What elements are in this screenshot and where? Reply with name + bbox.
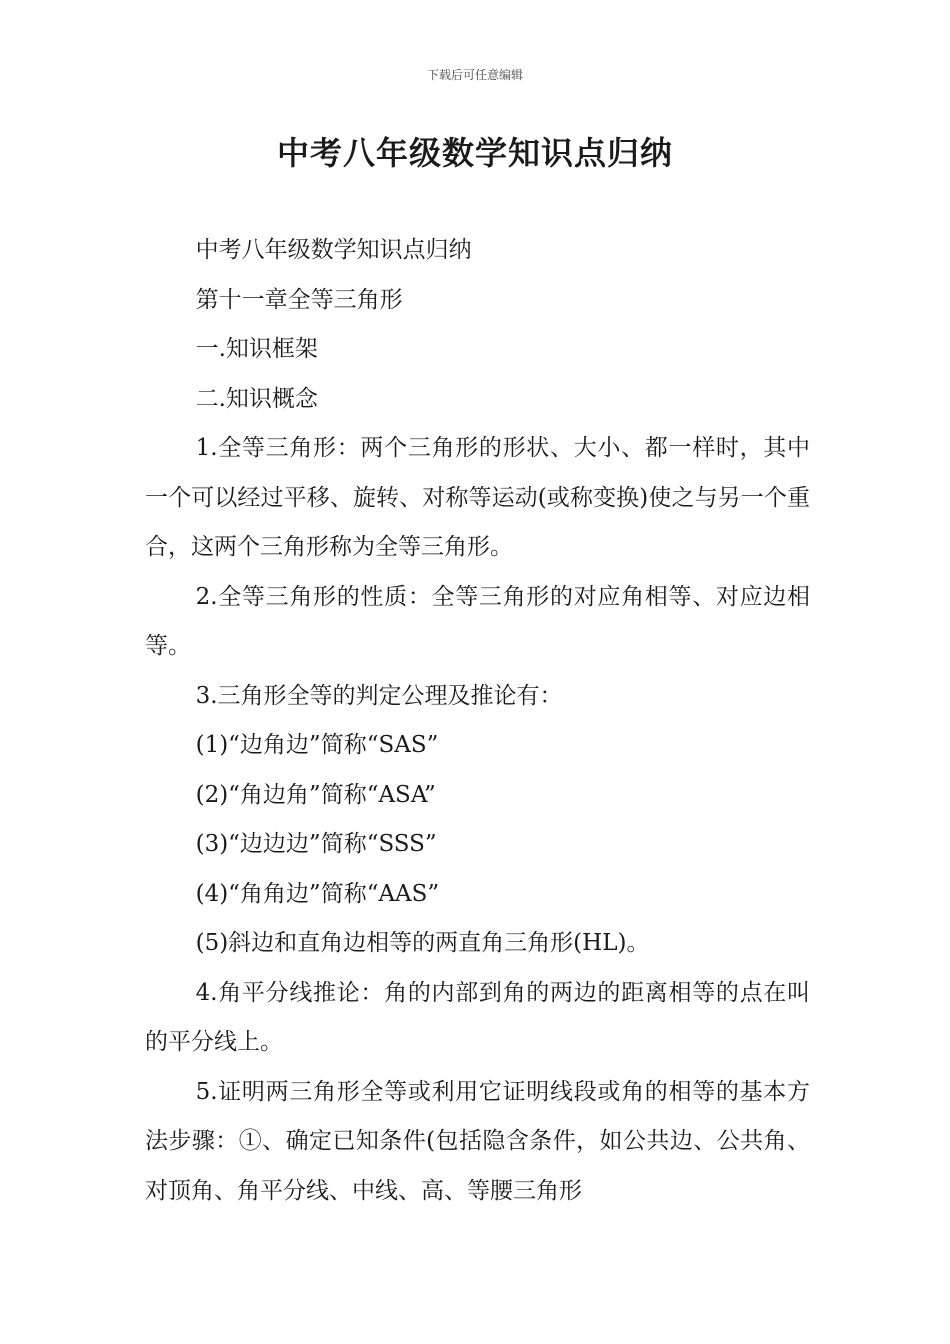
paragraph: 1.全等三角形：两个三角形的形状、大小、都一样时，其中一个可以经过平移、旋转、对称等运动(或称变换)使之与另一个重合，这两个三角形称为全等三角形。 [145,435,810,560]
paragraph: 2.全等三角形的性质：全等三角形的对应角相等、对应边相等。 [145,583,810,659]
paragraph: (3)“边边边”简称“SSS” [195,831,437,857]
paragraph: 4.角平分线推论：角的内部到角的两边的距离相等的点在叫的平分线上。 [145,979,810,1055]
paragraph: 第十一章全等三角形 [195,286,403,313]
paragraph: 3.三角形全等的判定公理及推论有： [195,682,563,709]
paragraph: (2)“角边角”简称“ASA” [195,781,436,808]
document-body [145,226,810,1216]
paragraph: (4)“角角边”简称“AAS” [195,880,440,907]
paragraph: (1)“边角边”简称“SAS” [195,732,439,758]
paragraph: 5.证明两三角形全等或利用它证明线段或角的相等的基本方法步骤：①、确定已知条件(包括隐含条件，如公共边、公共角、对顶角、角平分线、中线、高、等腰三角形 [145,1078,810,1204]
document-title: 中考八年级数学知识点归纳 [276,134,673,172]
paragraph: (5)斜边和直角边相等的两直角三角形(HL)。 [195,930,650,956]
paragraph: 二.知识概念 [195,385,318,412]
paragraph: 中考八年级数学知识点归纳 [195,237,472,263]
paragraph: 一.知识框架 [195,336,318,362]
page-header: 下载后可任意编辑 [426,68,523,82]
